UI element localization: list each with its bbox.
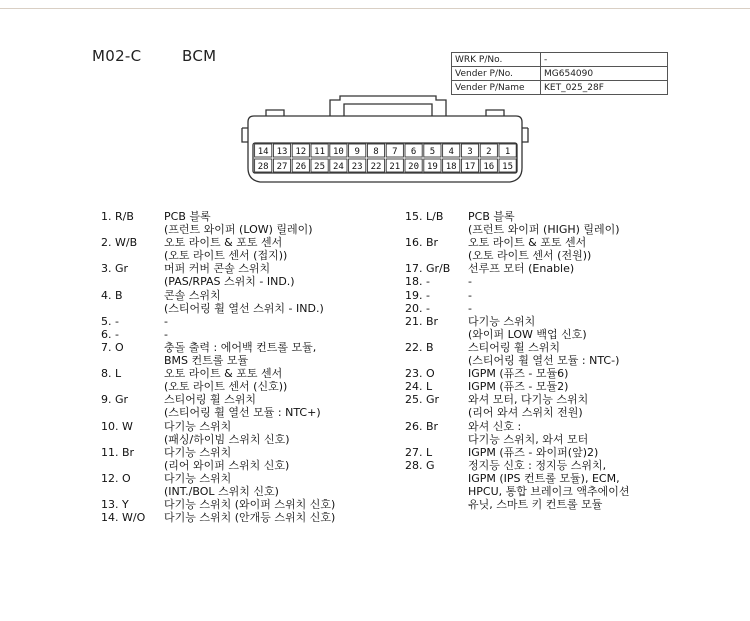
pin-cavity-number: 13: [276, 147, 288, 157]
pin-number: 28. G: [405, 458, 435, 472]
pin-description-line: 충돌 출력 : 에어백 컨트롤 모듈,: [164, 340, 317, 354]
pin-cavity-number: 26: [295, 162, 307, 172]
pin-cavity-number: 1: [504, 147, 511, 157]
pin-description: [468, 420, 588, 446]
pin-cavity-number: 28: [257, 162, 269, 172]
pin-number: 20. -: [405, 301, 430, 315]
pin-description: [164, 367, 287, 393]
pin-number: 2. W/B: [101, 236, 138, 250]
pin-description: [468, 393, 588, 419]
pin-cavity-number: 9: [354, 147, 360, 157]
pin-number: 10. W: [101, 419, 133, 433]
pin-number: 13. Y: [101, 498, 129, 512]
pin-description-line: 콘솔 스위치: [164, 288, 221, 302]
pin-description: [164, 328, 168, 341]
pin-description-line: PCB 블록: [468, 210, 515, 223]
pin-entry: [101, 315, 335, 328]
pin-number: 21. Br: [405, 314, 439, 328]
pin-cavity-number: 15: [502, 162, 514, 172]
connector-code: M02-C: [92, 47, 142, 65]
pin-description: [468, 315, 587, 341]
pin-number: 1. R/B: [101, 210, 134, 223]
pin-cavity-number: 22: [370, 162, 382, 172]
info-key: Vender P/No.: [452, 67, 541, 81]
pin-entry: [405, 210, 630, 236]
pin-cavity-number: 19: [426, 162, 438, 172]
pin-description-line: IGPM (IPS 컨트롤 모듈), ECM,: [468, 471, 620, 485]
pin-cavity-number: 18: [445, 162, 457, 172]
pin-cavity-number: 16: [483, 162, 495, 172]
pin-entry: [101, 393, 335, 419]
pin-description: [468, 380, 568, 393]
pin-entry: [405, 236, 630, 262]
top-divider: [0, 8, 750, 9]
pin-cavity-number: 14: [257, 147, 269, 157]
pin-description-line: -: [164, 314, 168, 328]
pin-description-line: 다기능 스위치 (와이퍼 스위치 신호): [164, 498, 336, 512]
pin-description-line: (스티어링 휠 열선 스위치 - IND.): [164, 301, 324, 315]
pin-entry: [101, 367, 335, 393]
pin-entry: [405, 420, 630, 446]
pin-entry: [405, 393, 630, 419]
pin-description-line: (패싱/하이빔 스위치 신호): [164, 432, 290, 446]
pin-description-line: (INT./BOL 스위치 신호): [164, 484, 279, 498]
pin-description-line: PCB 블록: [164, 210, 211, 223]
pin-list-left: [101, 210, 335, 524]
pin-cavity-number: 10: [332, 147, 344, 157]
pin-description-line: 다기능 스위치, 와셔 모터: [468, 432, 589, 446]
pin-description-line: 스티어링 휠 스위치: [468, 340, 561, 354]
info-value: MG654090: [541, 67, 668, 81]
pin-entry: [101, 289, 335, 315]
pin-cavity-number: 7: [392, 147, 398, 157]
pin-number: 18. -: [405, 275, 430, 289]
pin-number: 14. W/O: [101, 511, 146, 525]
pin-description-line: 오토 라이트 & 포토 센서: [164, 236, 283, 250]
pin-description-line: (오토 라이트 센서 (접지)): [164, 249, 288, 263]
pin-entry: [101, 328, 335, 341]
pin-description: [164, 236, 287, 262]
pin-number: 4. B: [101, 288, 123, 302]
pin-cavity-number: 12: [295, 147, 307, 157]
pin-description-line: -: [164, 327, 168, 341]
pin-entry: [101, 498, 335, 511]
pin-description-line: 다기능 스위치: [164, 419, 232, 433]
part-info-table: [451, 52, 668, 95]
pin-description-line: (프런트 와이퍼 (HIGH) 릴레이): [468, 223, 620, 237]
pin-description-line: -: [468, 275, 472, 289]
pin-description-line: IGPM (퓨즈 - 모듈6): [468, 367, 569, 381]
pin-description-line: (프런트 와이퍼 (LOW) 릴레이): [164, 223, 313, 237]
pin-description-line: (PAS/RPAS 스위치 - IND.): [164, 275, 295, 289]
pin-description-line: IGPM (퓨즈 - 모듈2): [468, 380, 569, 394]
pin-entry: [405, 341, 630, 367]
pin-description: [164, 446, 289, 472]
connector-face-diagram: [240, 94, 530, 194]
pin-number: 15. L/B: [405, 210, 444, 223]
pin-description: [468, 236, 591, 262]
connector-lock-slot: [344, 104, 432, 116]
pin-cavity-number: 6: [410, 147, 417, 157]
info-value: KET_025_28F: [541, 81, 668, 95]
pin-cavity-number: 2: [486, 147, 492, 157]
pin-number: 16. Br: [405, 236, 439, 250]
pin-description: [468, 367, 568, 380]
pin-cavity-number: 5: [429, 147, 436, 157]
pin-number: 7. O: [101, 340, 124, 354]
pin-entry: [101, 341, 335, 367]
pin-entry: [405, 446, 630, 459]
pin-description: [164, 262, 295, 288]
pin-entry: [101, 446, 335, 472]
pin-description-line: (리어 와이퍼 스위치 신호): [164, 458, 290, 472]
pin-description: [164, 210, 313, 236]
connector-left-rib: [266, 110, 284, 116]
pin-description-line: (리어 와셔 스위치 전원): [468, 406, 583, 420]
pin-number: 24. L: [405, 380, 433, 394]
pin-cavity-number: 11: [314, 147, 326, 157]
pin-description-line: (스티어링 휠 열선 모듈 : NTC-): [468, 354, 620, 368]
pin-description-line: 유닛, 스마트 키 컨트롤 모듈: [468, 498, 603, 512]
pin-cavity-number: 20: [408, 162, 420, 172]
pin-description-line: BMS 컨트롤 모듈: [164, 354, 249, 368]
pin-cavity-number: 3: [467, 147, 473, 157]
pin-cavity-number: 27: [276, 162, 288, 172]
pin-number: 11. Br: [101, 445, 135, 459]
pin-description-line: 다기능 스위치: [164, 445, 232, 459]
pin-number: 8. L: [101, 367, 122, 381]
pin-description-line: 다기능 스위치 (안개등 스위치 신호): [164, 511, 336, 525]
pin-cavity-number: 21: [389, 162, 401, 172]
pin-description-line: (오토 라이트 센서 (전원)): [468, 249, 592, 263]
pin-number: 19. -: [405, 288, 430, 302]
pin-description: [468, 459, 630, 511]
info-row-vender-pno: [452, 67, 668, 81]
pin-description-line: (와이퍼 LOW 백업 신호): [468, 327, 587, 341]
pin-description-line: 선루프 모터 (Enable): [468, 262, 575, 276]
pin-description-line: -: [468, 301, 472, 315]
pin-entry: [101, 262, 335, 288]
pin-number: 12. O: [101, 471, 131, 485]
pin-description-line: (스티어링 휠 열선 모듈 : NTC+): [164, 406, 321, 420]
pin-description-line: 와셔 모터, 다기능 스위치: [468, 393, 589, 407]
pin-number: 23. O: [405, 367, 435, 381]
pin-description-line: 오토 라이트 & 포토 센서: [164, 367, 283, 381]
pin-description: [164, 498, 335, 511]
info-row-wrk: [452, 53, 668, 67]
pin-number: 6. -: [101, 327, 119, 341]
pin-description-line: HPCU, 통합 브레이크 액추에이션: [468, 484, 630, 498]
pin-entry: [405, 459, 630, 511]
module-name: BCM: [182, 47, 217, 65]
pin-description: [164, 393, 321, 419]
info-value: -: [541, 53, 668, 67]
pin-entry: [405, 289, 630, 302]
connector-left-key: [242, 128, 248, 142]
pin-description-line: 스티어링 휠 스위치: [164, 393, 257, 407]
pin-description: [164, 341, 316, 367]
pin-number: 22. B: [405, 340, 434, 354]
pin-entry: [405, 367, 630, 380]
pin-description-line: 머퍼 커버 콘솔 스위치: [164, 262, 271, 276]
pin-entry: [405, 380, 630, 393]
pin-number: 26. Br: [405, 419, 439, 433]
pin-cavity-number: 8: [373, 147, 379, 157]
pin-entry: [101, 210, 335, 236]
pin-entry: [101, 511, 335, 524]
pin-description-line: 와셔 신호 :: [468, 419, 522, 433]
pin-description-line: IGPM (퓨즈 - 와이퍼(앞)2): [468, 445, 599, 459]
pin-cavity-number: 17: [464, 162, 476, 172]
pin-description: [468, 275, 472, 288]
pin-description-line: 다기능 스위치: [468, 314, 536, 328]
pin-number: 17. Gr/B: [405, 262, 451, 276]
pin-description: [468, 262, 574, 275]
pin-entry: [101, 472, 335, 498]
pin-cavity-number: 25: [314, 162, 326, 172]
connector-right-rib: [486, 110, 504, 116]
pin-entry: [405, 275, 630, 288]
pin-entry: [405, 315, 630, 341]
pin-description: [164, 315, 168, 328]
pin-entry: [101, 420, 335, 446]
pin-description-line: 정지등 신호 : 정지등 스위치,: [468, 458, 607, 472]
pin-description: [468, 289, 472, 302]
pin-description: [164, 472, 279, 498]
pin-description: [468, 210, 620, 236]
pin-number: 5. -: [101, 314, 119, 328]
pin-description-line: 오토 라이트 & 포토 센서: [468, 236, 587, 250]
pin-number: 25. Gr: [405, 393, 440, 407]
pin-description: [164, 511, 335, 524]
pin-cavity-number: 4: [448, 147, 454, 157]
pin-number: 3. Gr: [101, 262, 129, 276]
pin-description-line: 다기능 스위치: [164, 471, 232, 485]
connector-lock-tab: [330, 96, 446, 116]
pin-entry: [101, 236, 335, 262]
connector-right-key: [522, 128, 528, 142]
pin-description: [468, 446, 598, 459]
pin-description-line: (오토 라이트 센서 (신호)): [164, 380, 288, 394]
pin-number: 27. L: [405, 445, 433, 459]
pin-description-line: -: [468, 288, 472, 302]
info-key: WRK P/No.: [452, 53, 541, 67]
info-row-vender-pname: [452, 81, 668, 95]
pin-list-right: [405, 210, 630, 511]
pin-cavity-number: 24: [332, 162, 344, 172]
pin-description: [164, 420, 290, 446]
pin-number: 9. Gr: [101, 393, 129, 407]
info-key: Vender P/Name: [452, 81, 541, 95]
pin-entry: [405, 262, 630, 275]
pin-cavity-number: 23: [351, 162, 363, 172]
pin-description: [164, 289, 324, 315]
pin-entry: [405, 302, 630, 315]
pin-description: [468, 341, 619, 367]
pin-description: [468, 302, 472, 315]
